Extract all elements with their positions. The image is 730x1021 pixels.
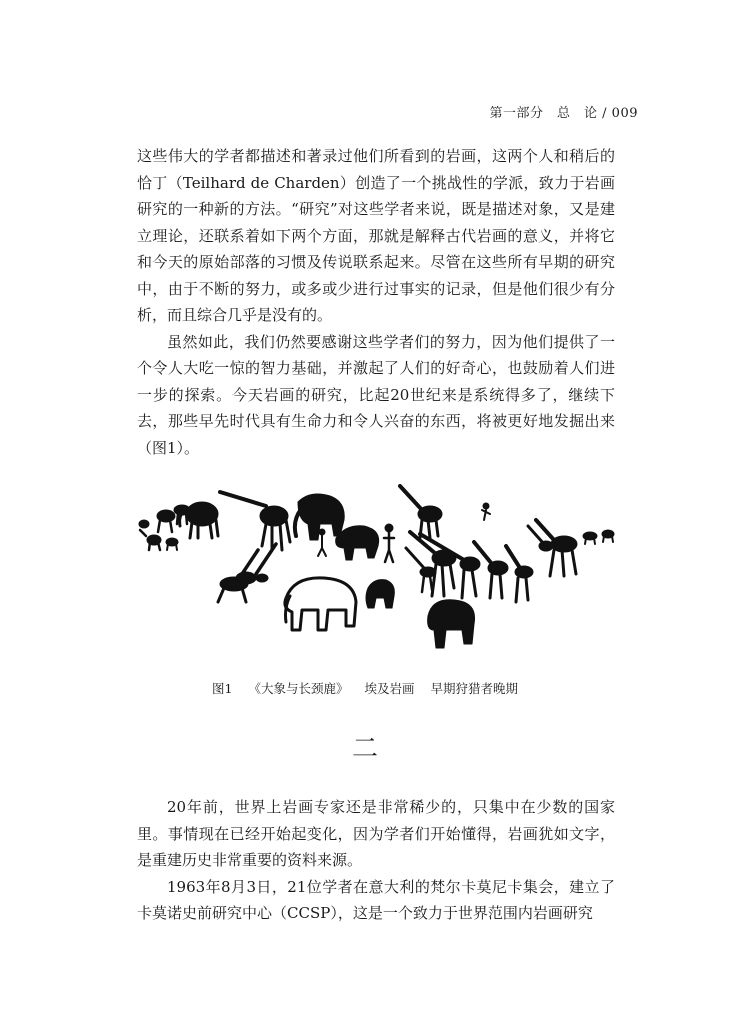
caption-period: 早期狩猎者晚期 <box>430 681 518 696</box>
body-text-top <box>137 143 615 461</box>
elephant-small <box>366 580 394 608</box>
caption-number: 图1 <box>212 681 233 696</box>
caption-title: 《大象与长颈鹿》 <box>248 681 349 696</box>
caption-place: 埃及岩画 <box>364 681 415 696</box>
giraffes-right <box>528 520 614 576</box>
running-head: 第一部分 总 论 / 009 <box>489 106 638 121</box>
body-text-bottom <box>137 794 615 927</box>
elephant-outline <box>285 578 356 630</box>
figure-caption <box>0 679 730 697</box>
giraffes-lower-left <box>218 544 276 602</box>
paragraph: 20年前，世界上岩画专家还是非常稀少的，只集中在少数的国家里。事情现在已经开始起变化，因为学者们开始懂得，岩画犹如文字，是重建历史非常重要的资料来源。 <box>137 798 615 869</box>
rock-art-figure <box>134 480 616 652</box>
paragraph: 1963年8月3日，21位学者在意大利的梵尔卡莫尼卡集会，建立了卡莫诺史前研究中心（CCSP），这是一个致力于世界范围内岩画研究 <box>137 877 615 922</box>
elephant-mid <box>336 526 379 560</box>
elephant-bottom <box>428 600 475 648</box>
giraffes-middle-row <box>406 532 533 602</box>
giraffe-large <box>220 492 290 550</box>
paragraph: 这些伟大的学者都描述和著录过他们所看到的岩画，这两个人和稍后的恰丁（Teilhard de Charden）创造了一个挑战性的学派，致力于岩画研究的一种新的方法。“研究”对这些学者来说，既是描述对象，又是建立理论，还联系着如下两个方面，那就是解释古代岩画的意义，并将它和今天的原始部落的习惯及传说联系起来。尽管在这些所有早期的研究中，由于不断的努力，或多或少进行过事实的记录，但是他们很少有分析，而且综合几乎是没有的。 <box>137 147 615 324</box>
giraffe-upper-right <box>400 486 442 538</box>
section-heading: 二 <box>351 734 378 764</box>
paragraph: 虽然如此，我们仍然要感谢这些学者们的努力，因为他们提供了一个令人大吃一惊的智力基础，并激起了人们的好奇心，也鼓励着人们进一步的探索。今天岩画的研究，比起20世纪来是系统得多了，继续下去，那些早先时代具有生命力和令人兴奋的东西，将被更好地发掘出来（图1）。 <box>137 332 615 457</box>
